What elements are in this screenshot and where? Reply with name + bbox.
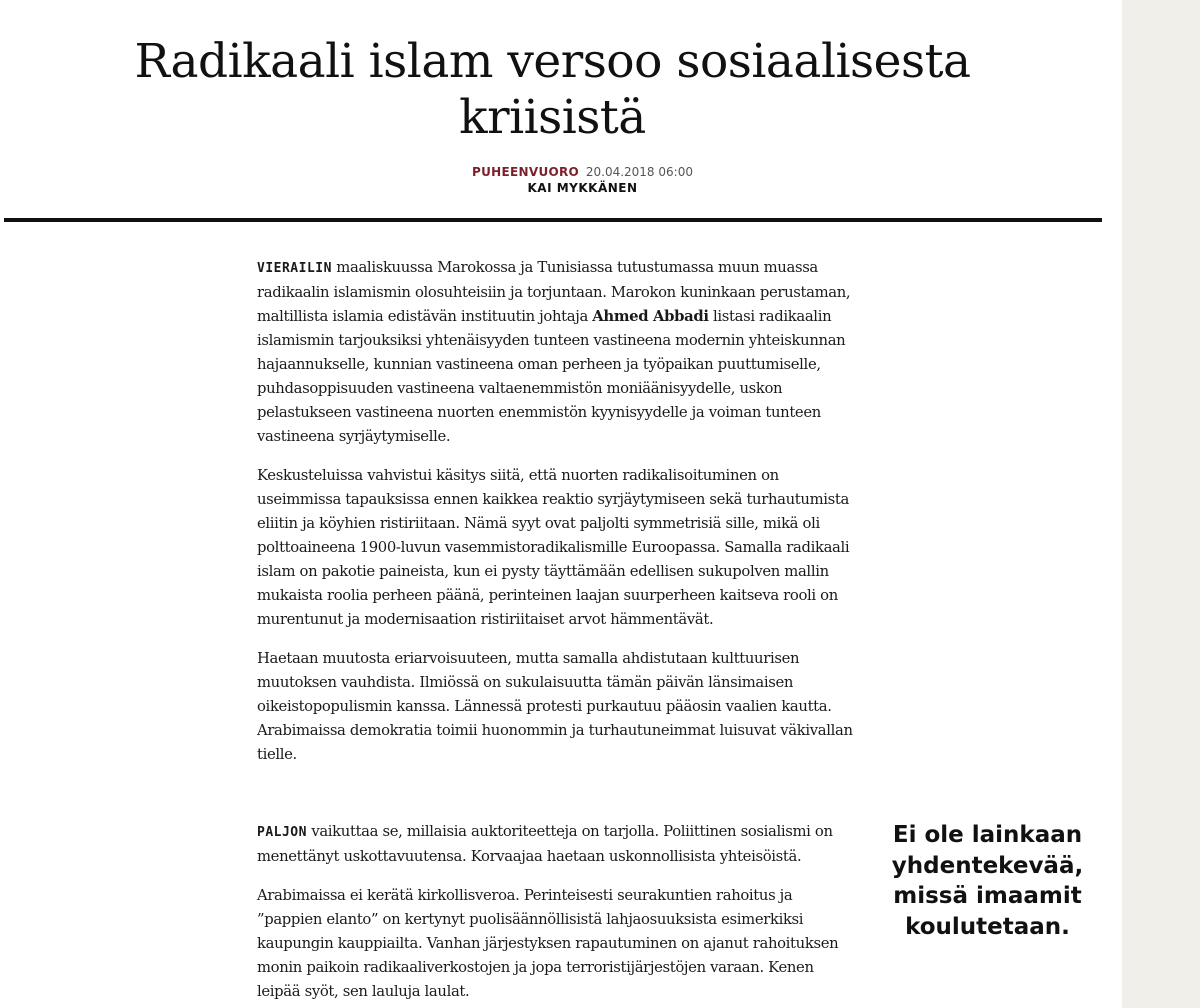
lead-word: PALJON — [257, 825, 307, 840]
article-category[interactable]: PUHEENVUORO — [472, 165, 580, 179]
article-headline: Radikaali islam versoo sosiaalisesta kriisistä — [134, 34, 971, 145]
person-name: Ahmed Abbadi — [592, 308, 709, 325]
lead-word: VIERAILIN — [257, 261, 332, 276]
side-margin — [1122, 0, 1200, 1008]
paragraph-text: listasi radikaalin islamismin tarjouksiksi yhtenäisyyden tunteen vastineena modernin yhteiskunnan hajaannukselle, kunnian vastineena oman perheen ja työpaikan puuttumiselle, puhdasoppisuuden vastineena valtaenemmistön moniäänisyydelle, uskon pelastukseen vastineena nuorten enemmistön kyynisyydelle ja voiman tunteen vastineena syrjäytymiselle. — [257, 308, 846, 445]
article-date: 20.04.2018 06:00 — [585, 165, 693, 179]
pull-quote: Ei ole lainkaan yhdentekevää, missä imaamit koulutetaan. — [891, 822, 1084, 940]
header-divider — [4, 218, 1102, 222]
article-body-section-2 — [257, 820, 857, 1008]
paragraph: Arabimaissa ei kerätä kirkollisveroa. Perinteisesti seurakuntien rahoitus ja ”pappien elanto” on kertynyt puolisäännöllisistä lahjaosuuksista esimerkiksi kaupungin kauppiailta. Vanhan järjestyksen rapautuminen on ajanut rahoituksen monin paikoin radikaaliverkostojen ja jopa terroristijärjestöjen varaan. Kenen leipää syöt, sen lauluja laulat. — [257, 887, 839, 1000]
paragraph — [257, 256, 857, 449]
paragraph: Keskusteluissa vahvistui käsitys siitä, että nuorten radikalisoituminen on useimmissa tapauksissa ennen kaikkea reaktio syrjäytymiseen sekä turhautumista eliitin ja köyhien ristiriitaan. Nämä syyt ovat paljolti symmetrisiä sille, mikä oli polttoaineena 1900-luvun vasemmistoradikalismille Euroopassa. Samalla radikaali islam on pakotie paineista, kun ei pysty täyttämään edellisen sukupolven mallin mukaista roolia perheen päänä, perinteinen laajan suurperheen kaitseva rooli on murentunut ja modernisaation ristiriitaiset arvot hämmentävät. — [257, 467, 850, 628]
article-author[interactable]: KAI MYKKÄNEN — [527, 181, 638, 195]
article-meta — [60, 164, 1105, 180]
paragraph-text: vaikuttaa se, millaisia auktoriteetteja on tarjolla. Poliittinen sosialismi on menettänyt uskottavuutensa. Korvaajaa haetaan uskonnollisista yhteisöistä. — [257, 823, 833, 865]
article-body-section-1 — [257, 256, 857, 782]
paragraph-text: maaliskuussa Marokossa ja Tunisiassa tutustumassa muun muassa radikaalin islamismin olosuhteisiin ja torjuntaan. Marokon kuninkaan perustaman, maltillista islamia edistävän instituutin johtaja — [257, 259, 851, 325]
paragraph: Haetaan muutosta eriarvoisuuteen, mutta samalla ahdistutaan kulttuurisen muutoksen vauhdista. Ilmiössä on sukulaisuutta tämän päivän länsimaisen oikeistopopulismin kanssa. Lännessä protesti purkautuu pääosin vaalien kautta. Arabimaissa demokratia toimii huonommin ja turhautuneimmat luisuvat väkivallan tielle. — [257, 650, 853, 763]
paragraph — [257, 820, 857, 869]
